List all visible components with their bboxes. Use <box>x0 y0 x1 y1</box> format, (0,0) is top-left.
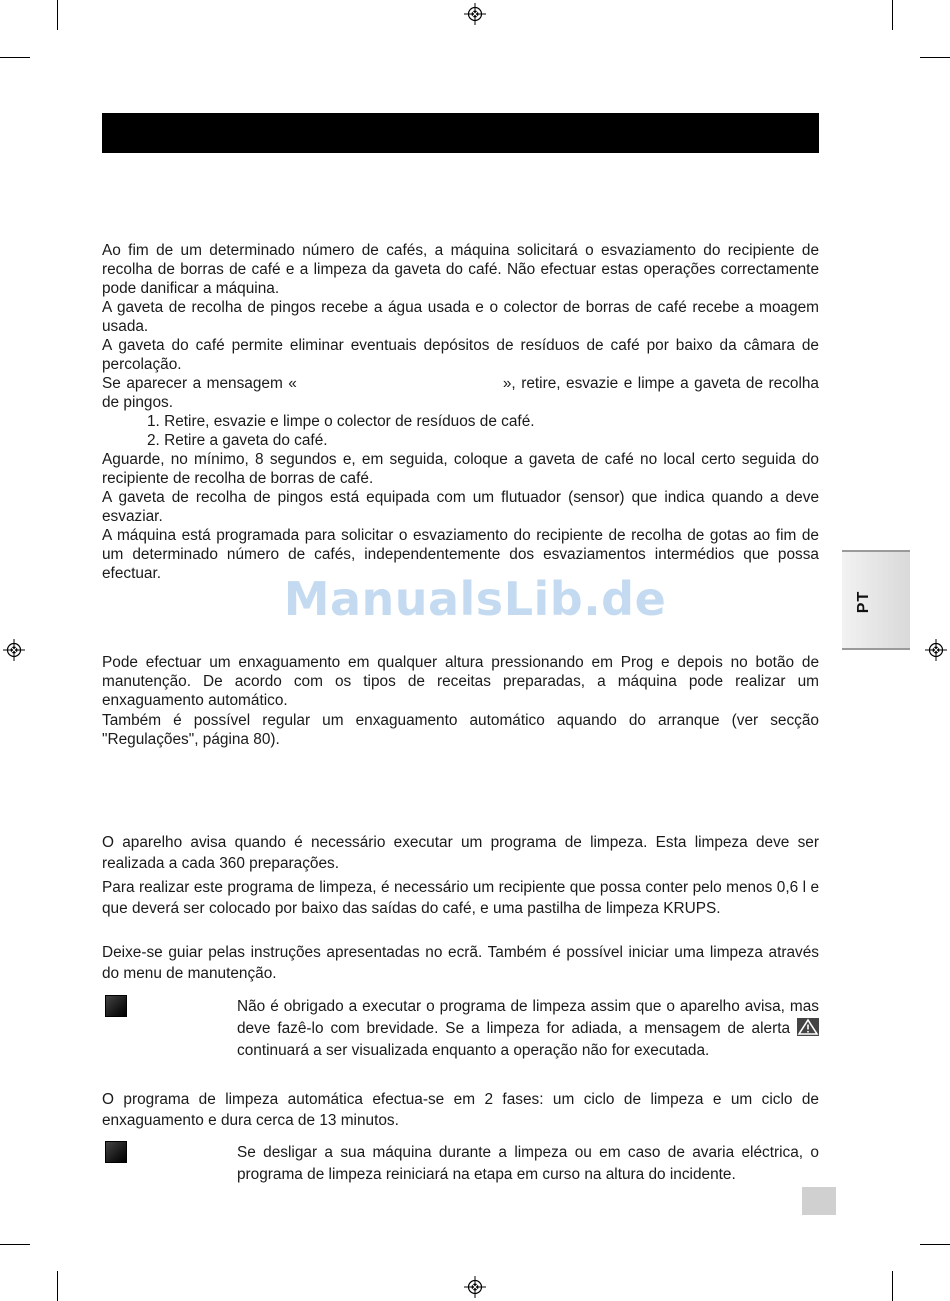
step-item: 2. Retire a gaveta do café. <box>147 432 328 449</box>
section3-paragraph: Deixe-se guiar pelas instruções apresentadas no ecrã. Também é possível iniciar uma limpeza através do menu de manutenção. <box>102 944 819 982</box>
crop-mark <box>57 1271 58 1301</box>
section1-paragraph: A gaveta de recolha de pingos está equipada com um flutuador (sensor) que indica quando a deve esvaziar. <box>102 489 819 525</box>
note-icon <box>105 995 127 1017</box>
note-paragraph: Se desligar a sua máquina durante a limpeza ou em caso de avaria eléctrica, o programa de limpeza reiniciará na etapa em curso na altura do incidente. <box>237 1144 819 1183</box>
section2-paragraph: Pode efectuar um enxaguamento em qualquer altura pressionando em Prog e depois no botão de manutenção. De acordo com os tipos de receitas preparadas, a máquina pode realizar um enxaguamento automático. <box>102 654 819 709</box>
crop-mark <box>920 1244 950 1245</box>
section1-paragraph: Ao fim de um determinado número de cafés, a máquina solicitará o esvaziamento do recipiente de recolha de borras de café e a limpeza da gaveta do café. Não efectuar estas operações correctamente pode danificar a máquina. <box>102 242 819 297</box>
registration-mark-icon <box>464 3 486 25</box>
registration-mark-icon <box>3 639 25 661</box>
section1-paragraph: A máquina está programada para solicitar o esvaziamento do recipiente de recolha de gotas ao fim de um determinado número de cafés, independentemente dos esvaziamentos intermédios que possa efectuar. <box>102 527 819 582</box>
crop-mark <box>0 1244 30 1245</box>
crop-mark <box>892 0 893 30</box>
note-text-end: continuará a ser visualizada enquanto a operação não for executada. <box>237 1042 710 1059</box>
registration-mark-icon <box>464 1276 486 1298</box>
warning-triangle-icon <box>797 1018 819 1036</box>
section2-paragraph: Também é possível regular um enxaguamento automático aquando do arranque (ver secção "Regulações", página 80). <box>102 712 819 748</box>
note-paragraph <box>237 996 819 1062</box>
page-number-box <box>802 1187 836 1215</box>
section1-paragraph: Aguarde, no mínimo, 8 segundos e, em seguida, coloque a gaveta de café no local certo seguida do recipiente de recolha de borras de café. <box>102 451 819 487</box>
note-text-start: Não é obrigado a executar o programa de limpeza assim que o aparelho avisa, mas deve fazê-lo com brevidade. Se a limpeza for adiada, a mensagem de alerta <box>237 998 819 1037</box>
note-icon <box>105 1141 127 1163</box>
header-bar <box>102 113 819 153</box>
step-item: 1. Retire, esvazie e limpe o colector de resíduos de café. <box>147 413 535 430</box>
message-text-end: », retire, esvazie e limpe a gaveta de recolha de pingos. <box>102 375 819 411</box>
crop-mark <box>892 1271 893 1301</box>
section1-paragraph: A gaveta do café permite eliminar eventuais depósitos de resíduos de café por baixo da câmara de percolação. <box>102 337 819 373</box>
section3-paragraph: O programa de limpeza automática efectua-se em 2 fases: um ciclo de limpeza e um ciclo de enxaguamento e dura cerca de 13 minutos. <box>102 1091 819 1129</box>
section1-paragraph: A gaveta de recolha de pingos recebe a água usada e o colector de borras de café recebe a moagem usada. <box>102 299 819 335</box>
section3-paragraph: Para realizar este programa de limpeza, é necessário um recipiente que possa conter pelo menos 0,6 l e que deverá ser colocado por baixo das saídas do café, e uma pastilha de limpeza KRUPS. <box>102 879 819 917</box>
watermark: ManualsLib.de <box>283 572 667 626</box>
registration-mark-icon <box>925 639 947 661</box>
section1-message-paragraph <box>102 374 819 412</box>
language-tab-label: PT <box>855 590 872 614</box>
crop-mark <box>0 57 30 58</box>
message-text-start: Se aparecer a mensagem « <box>102 375 297 392</box>
section3-paragraph: O aparelho avisa quando é necessário executar um programa de limpeza. Esta limpeza deve ser realizada a cada 360 preparações. <box>102 834 819 872</box>
crop-mark <box>920 57 950 58</box>
crop-mark <box>57 0 58 30</box>
